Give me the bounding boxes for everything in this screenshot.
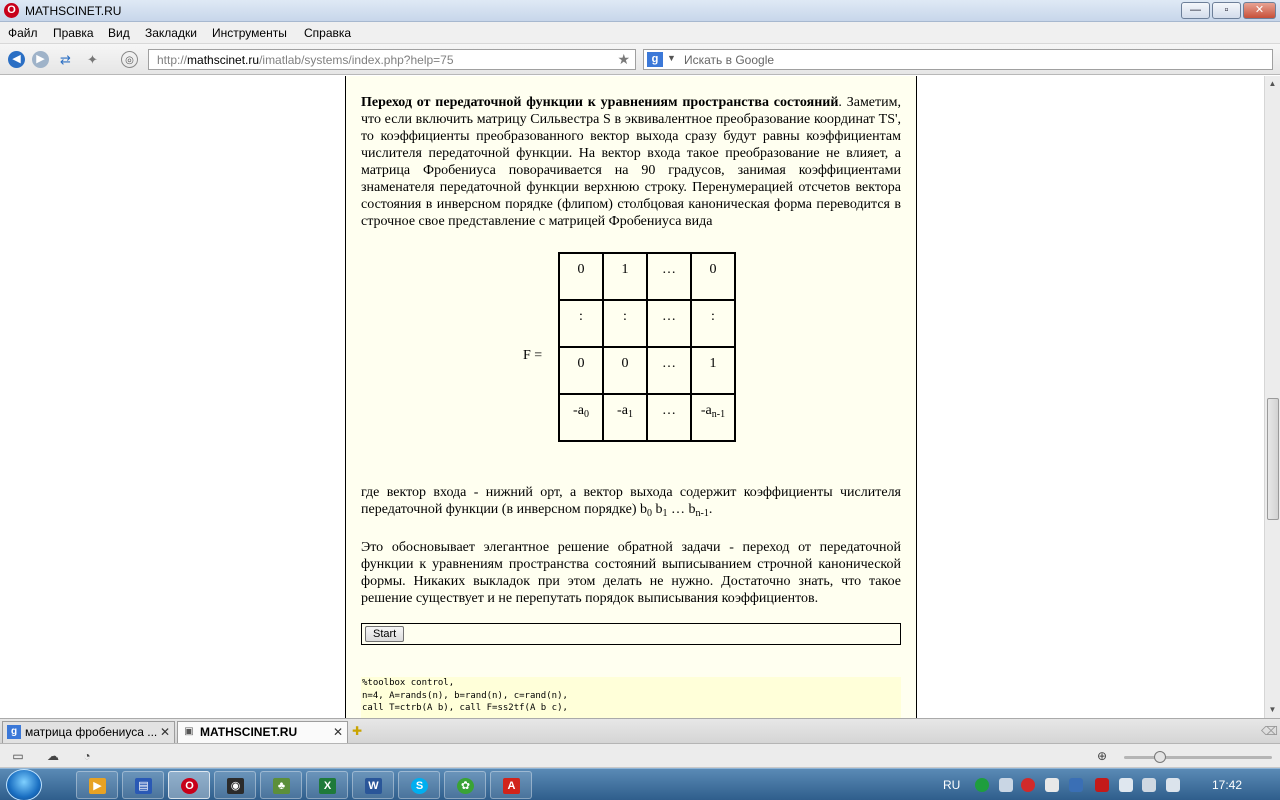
matrix-cell: 0 bbox=[603, 347, 647, 394]
code-line: call T=ctrb(A b), call F=ss2tf(A b c), bbox=[362, 703, 568, 713]
tray-green-icon[interactable] bbox=[975, 778, 989, 792]
language-indicator[interactable]: RU bbox=[943, 778, 961, 792]
acrobat-icon: A bbox=[503, 778, 520, 794]
new-tab-icon[interactable]: ✚ bbox=[352, 724, 363, 738]
taskbar-app-skype[interactable] bbox=[398, 771, 440, 799]
taskbar-app-icq[interactable] bbox=[444, 771, 486, 799]
zoom-slider-thumb[interactable] bbox=[1154, 751, 1166, 763]
start-button[interactable]: Start bbox=[365, 626, 404, 642]
matrix-cell: … bbox=[647, 253, 691, 300]
word-icon: W bbox=[365, 778, 382, 794]
menu-file[interactable]: Файл bbox=[8, 26, 38, 40]
matrix-cell: 0 bbox=[691, 253, 735, 300]
window-title: MATHSCINET.RU bbox=[25, 4, 122, 18]
tray-antivirus-icon[interactable] bbox=[1021, 778, 1035, 792]
bookmark-star-icon[interactable]: ★ bbox=[617, 51, 630, 67]
matrix-cell: $-a_{n-1}$ bbox=[691, 394, 735, 441]
tab-close-icon[interactable]: ✕ bbox=[332, 725, 343, 739]
matrix-cell: : bbox=[603, 300, 647, 347]
network-tool-icon: ♣ bbox=[273, 778, 290, 794]
floppy-disk-icon: ▤ bbox=[135, 778, 152, 794]
forward-arrow-icon[interactable]: ▶ bbox=[32, 51, 49, 68]
close-button[interactable]: ✕ bbox=[1243, 2, 1276, 19]
code-line: %toolbox control, bbox=[362, 678, 455, 688]
taskbar-app-opera[interactable] bbox=[168, 771, 210, 799]
globe-icon: ◎ bbox=[121, 51, 138, 68]
matrix-row bbox=[559, 347, 735, 394]
tray-network-icon[interactable] bbox=[999, 778, 1013, 792]
opera-logo-icon: O bbox=[4, 3, 19, 18]
scroll-up-icon[interactable]: ▲ bbox=[1268, 79, 1277, 88]
taskbar-app-media-player[interactable] bbox=[76, 771, 118, 799]
intro-paragraph bbox=[361, 94, 901, 230]
clock[interactable]: 17:42 bbox=[1212, 778, 1243, 792]
taskbar-app-save-disk[interactable] bbox=[122, 771, 164, 799]
menu-bar bbox=[0, 22, 1280, 44]
icq-icon: ✿ bbox=[457, 778, 474, 794]
taskbar-app-word[interactable] bbox=[352, 771, 394, 799]
taskbar-app-camera[interactable] bbox=[214, 771, 256, 799]
tab-bar bbox=[0, 718, 1280, 744]
taskbar-app-network-tool[interactable] bbox=[260, 771, 302, 799]
google-icon: g bbox=[7, 725, 21, 739]
title-bar bbox=[0, 0, 1280, 22]
navigation-bar bbox=[0, 44, 1280, 75]
tray-tool-icon[interactable] bbox=[1045, 778, 1059, 792]
status-bar bbox=[0, 744, 1280, 768]
scroll-down-icon[interactable]: ▼ bbox=[1268, 705, 1277, 714]
tray-red-icon[interactable] bbox=[1095, 778, 1109, 792]
cloud-icon[interactable]: ☁ bbox=[47, 749, 59, 763]
tray-app-icon[interactable] bbox=[1069, 778, 1083, 792]
matrix-cell: … bbox=[647, 300, 691, 347]
matrix-cell: : bbox=[691, 300, 735, 347]
taskbar bbox=[0, 768, 1280, 800]
rewind-icon[interactable]: ⇄ bbox=[60, 52, 71, 67]
scroll-thumb[interactable] bbox=[1267, 398, 1279, 520]
menu-edit[interactable]: Правка bbox=[53, 26, 94, 40]
menu-tools[interactable]: Инструменты bbox=[212, 26, 287, 40]
zoom-icon[interactable]: ⊕ bbox=[1096, 749, 1108, 763]
section-heading: Переход от передаточной функции к уравнениям пространства состояний bbox=[361, 95, 839, 110]
matrix-cell: … bbox=[647, 394, 691, 441]
wand-icon[interactable]: ✦ bbox=[87, 52, 98, 67]
input-vector-paragraph: где вектор входа - нижний орт, а вектор выхода содержит коэффициенты числителя передаточной функции (в инверсном порядке) $b_0$ $b_1$ … $b_{n-1}$. bbox=[361, 485, 901, 519]
opera-icon: O bbox=[181, 778, 198, 794]
search-placeholder: Искать в Google bbox=[684, 53, 775, 67]
conclusion-paragraph: Это обосновывает элегантное решение обратной задачи - переход от передаточной функции к уравнениям пространства состояний выписыванием строчной канонической формы. Никаких выкладок при этом делать не нужно. Достаточно знать, что такое решение существует и не перепутать порядок выписывания коэффициентов. bbox=[361, 540, 901, 606]
maximize-button[interactable]: ▫ bbox=[1212, 2, 1241, 19]
panel-toggle-icon[interactable]: ▭ bbox=[12, 749, 24, 763]
start-menu-icon[interactable] bbox=[6, 769, 42, 800]
matrix-cell: $-a_1$ bbox=[603, 394, 647, 441]
matrix-row bbox=[559, 253, 735, 300]
tab-close-icon[interactable]: ✕ bbox=[159, 725, 170, 739]
camera-icon: ◉ bbox=[227, 778, 244, 794]
matrix-cell: : bbox=[559, 300, 603, 347]
address-bar[interactable] bbox=[148, 49, 636, 70]
speed-dial-icon[interactable]: ◔ bbox=[83, 749, 91, 763]
taskbar-app-acrobat[interactable] bbox=[490, 771, 532, 799]
tab-label: матрица фробениуса ... bbox=[25, 725, 158, 739]
start-panel bbox=[361, 623, 901, 645]
search-box[interactable] bbox=[643, 49, 1273, 70]
media-player-icon: ▶ bbox=[89, 778, 106, 794]
matrix-cell: $-a_0$ bbox=[559, 394, 603, 441]
matrix-cell: 1 bbox=[691, 347, 735, 394]
excel-icon: X bbox=[319, 778, 336, 794]
menu-bookmarks[interactable]: Закладки bbox=[145, 26, 197, 40]
skype-icon: S bbox=[411, 778, 428, 794]
menu-help[interactable]: Справка bbox=[304, 26, 352, 40]
code-block bbox=[361, 677, 901, 718]
tray-device-icon[interactable] bbox=[1119, 778, 1133, 792]
menu-view[interactable]: Вид bbox=[108, 26, 130, 40]
tab-label: MATHSCINET.RU bbox=[200, 725, 298, 739]
page-viewport[interactable] bbox=[0, 76, 1264, 718]
matrix-cell: 1 bbox=[603, 253, 647, 300]
matrix-cell: 0 bbox=[559, 253, 603, 300]
tab-google-search[interactable] bbox=[2, 721, 175, 743]
page-icon: ▣ bbox=[184, 726, 194, 737]
vertical-scrollbar[interactable] bbox=[1264, 76, 1280, 718]
wifi-signal-icon[interactable] bbox=[1142, 778, 1156, 792]
matrix-row bbox=[559, 394, 735, 441]
matrix-cell: 0 bbox=[559, 347, 603, 394]
minimize-button[interactable]: — bbox=[1181, 2, 1210, 19]
matrix-cell: … bbox=[647, 347, 691, 394]
google-search-icon[interactable]: g bbox=[647, 52, 663, 67]
code-line: n=4, A=rands(n), b=rand(n), c=rand(n), bbox=[362, 690, 568, 701]
matrix-row bbox=[559, 300, 735, 347]
back-arrow-icon[interactable]: ◀ bbox=[8, 51, 25, 68]
taskbar-app-excel[interactable] bbox=[306, 771, 348, 799]
search-engine-dropdown-icon[interactable]: ▼ bbox=[667, 53, 676, 63]
matrix-label: F = bbox=[523, 348, 543, 363]
address-text: http://mathscinet.ru/imatlab/systems/index.php?help=75 bbox=[157, 53, 454, 67]
intro-text: . Заметим, что если включить матрицу Сильвестра S в эквивалентное преобразование координат TS', то коэффициенты преобразованного вектор выхода сразу будут равны коэффициентам числителя передаточной функции. На вектор входа такое преобразование не влияет, а матрица Фробениуса поворачивается на 90 градусов, занимая коэффициентами знаменателя передаточной функции верхнюю строку. Перенумерацией отсчетов вектора состояния в инверсном порядке (флипом) столбцовая каноническая форма переводится в строчное свое представление с матрицей Фробениуса вида bbox=[361, 95, 901, 229]
volume-icon[interactable] bbox=[1166, 778, 1180, 792]
frobenius-matrix bbox=[558, 252, 736, 442]
trash-icon[interactable]: ⌫ bbox=[1261, 724, 1278, 738]
zoom-slider[interactable] bbox=[1124, 756, 1272, 759]
tab-mathscinet[interactable] bbox=[177, 721, 348, 743]
